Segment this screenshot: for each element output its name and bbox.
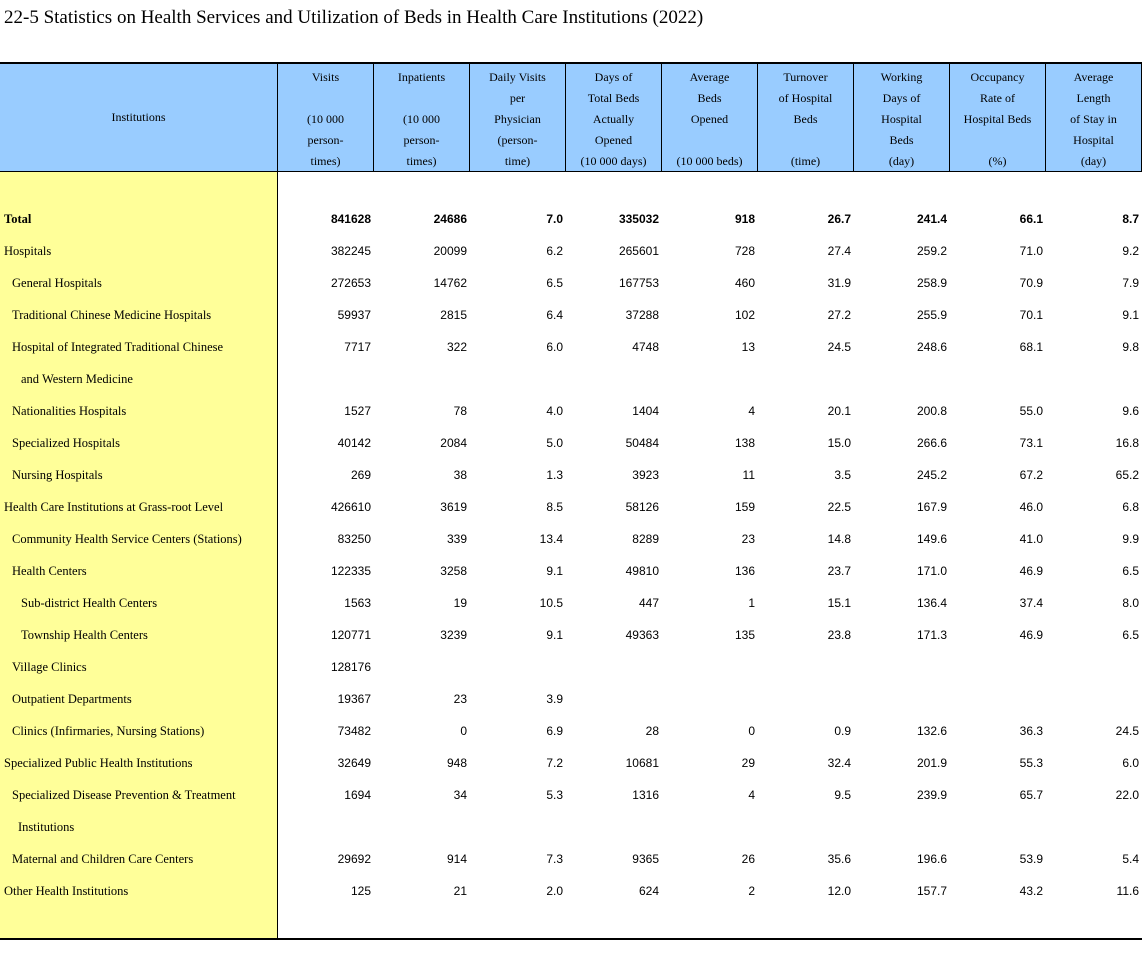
cell-daily-visits-per-physician: 6.4 [546, 308, 563, 322]
cell-days-of-total-beds: 1404 [632, 404, 659, 418]
cell-average-beds-opened: 23 [741, 532, 755, 546]
header-turnover-of-hospital-beds [758, 64, 853, 174]
cell-average-beds-opened: 159 [734, 500, 755, 514]
row-label: Village Clinics [12, 660, 87, 674]
cell-days-of-total-beds: 10681 [625, 756, 659, 770]
row-label: Township Health Centers [21, 628, 148, 642]
header-line: Length [1076, 91, 1111, 105]
cell-average-length-of-stay: 9.6 [1122, 404, 1139, 418]
header-average-beds-opened [662, 64, 757, 174]
row-label: Nursing Hospitals [12, 468, 103, 482]
row-label: Institutions [18, 820, 75, 834]
header-line: times) [310, 154, 341, 168]
cell-daily-visits-per-physician: 6.2 [546, 244, 563, 258]
cell-average-length-of-stay: 65.2 [1115, 468, 1139, 482]
cell-average-beds-opened: 4 [748, 404, 755, 418]
cell-turnover-of-hospital-beds: 32.4 [827, 756, 851, 770]
cell-working-days-of-hospital-beds: 157.7 [916, 884, 947, 898]
header-line: Days of [594, 70, 633, 84]
cell-working-days-of-hospital-beds: 241.4 [916, 212, 947, 226]
cell-average-beds-opened: 11 [742, 468, 755, 482]
header-visits [278, 64, 373, 174]
cell-working-days-of-hospital-beds: 245.2 [916, 468, 947, 482]
cell-turnover-of-hospital-beds: 20.1 [827, 404, 851, 418]
cell-visits: 73482 [337, 724, 371, 738]
cell-turnover-of-hospital-beds: 12.0 [827, 884, 851, 898]
cell-days-of-total-beds: 49363 [625, 628, 659, 642]
cell-turnover-of-hospital-beds: 35.6 [827, 852, 851, 866]
table-row [0, 299, 1142, 331]
row-label: General Hospitals [12, 276, 102, 290]
header-line: Opened [594, 133, 633, 147]
table-row [0, 619, 1142, 651]
cell-days-of-total-beds: 624 [638, 884, 659, 898]
cell-occupancy-rate: 71.0 [1019, 244, 1043, 258]
cell-days-of-total-beds: 167753 [618, 276, 659, 290]
cell-inpatients: 322 [446, 340, 467, 354]
cell-average-beds-opened: 102 [734, 308, 755, 322]
cell-daily-visits-per-physician: 9.1 [546, 564, 563, 578]
cell-turnover-of-hospital-beds: 15.1 [827, 596, 851, 610]
cell-average-length-of-stay: 16.8 [1115, 436, 1139, 450]
header-line: Total Beds [587, 91, 640, 105]
cell-visits: 382245 [330, 244, 371, 258]
cell-average-length-of-stay: 9.9 [1122, 532, 1139, 546]
cell-visits: 841628 [330, 212, 371, 226]
cell-days-of-total-beds: 28 [645, 724, 659, 738]
row-label: Sub-district Health Centers [21, 596, 158, 610]
page-title: 22-5 Statistics on Health Services and Utilization of Beds in Health Care Institutions (2022) [4, 7, 704, 28]
header-line: (10 000 [307, 112, 344, 126]
cell-average-beds-opened: 4 [748, 788, 755, 802]
cell-inpatients: 20099 [433, 244, 467, 258]
table-row [0, 555, 1142, 587]
cell-daily-visits-per-physician: 5.3 [546, 788, 563, 802]
header-days-of-total-beds [566, 64, 661, 174]
header-line: Daily Visits [489, 70, 546, 84]
header-line: Hospital [881, 112, 922, 126]
cell-working-days-of-hospital-beds: 171.0 [916, 564, 947, 578]
table-row [0, 363, 1142, 395]
cell-occupancy-rate: 67.2 [1019, 468, 1043, 482]
cell-visits: 272653 [330, 276, 371, 290]
cell-average-beds-opened: 2 [748, 884, 755, 898]
header-inpatients [374, 64, 469, 174]
cell-occupancy-rate: 46.0 [1019, 500, 1043, 514]
header-line [950, 130, 1045, 151]
header-line: of Stay in [1070, 112, 1117, 126]
cell-days-of-total-beds: 9365 [632, 852, 659, 866]
row-label: Specialized Disease Prevention & Treatment [12, 788, 236, 802]
cell-inpatients: 2084 [440, 436, 467, 450]
cell-working-days-of-hospital-beds: 132.6 [916, 724, 947, 738]
header-line: (time) [790, 154, 821, 168]
cell-average-length-of-stay: 6.0 [1122, 756, 1139, 770]
header-line: Actually [592, 112, 635, 126]
table-row [0, 491, 1142, 523]
cell-occupancy-rate: 36.3 [1019, 724, 1043, 738]
cell-average-length-of-stay: 8.0 [1122, 596, 1139, 610]
header-line: times) [406, 154, 437, 168]
table-row [0, 587, 1142, 619]
table-row [0, 395, 1142, 427]
cell-inpatients: 19 [453, 596, 467, 610]
row-label: Health Care Institutions at Grass-root Level [4, 500, 224, 514]
header-line: Rate of [980, 91, 1015, 105]
cell-working-days-of-hospital-beds: 196.6 [916, 852, 947, 866]
cell-turnover-of-hospital-beds: 31.9 [827, 276, 851, 290]
header-line: person- [403, 133, 440, 147]
header-line: Hospital [1073, 133, 1114, 147]
cell-working-days-of-hospital-beds: 200.8 [916, 404, 947, 418]
cell-visits: 19367 [337, 692, 371, 706]
cell-inpatients: 78 [453, 404, 467, 418]
table-row [0, 459, 1142, 491]
cell-days-of-total-beds: 49810 [625, 564, 659, 578]
table-row [0, 427, 1142, 459]
cell-days-of-total-beds: 447 [638, 596, 659, 610]
cell-occupancy-rate: 55.3 [1019, 756, 1043, 770]
cell-visits: 83250 [337, 532, 371, 546]
row-label: Total [4, 212, 32, 226]
header-line: of Hospital [778, 91, 833, 105]
header-line [278, 88, 373, 109]
header-average-length-of-stay [1046, 64, 1141, 174]
cell-days-of-total-beds: 3923 [632, 468, 659, 482]
cell-inpatients: 24686 [433, 212, 467, 226]
cell-working-days-of-hospital-beds: 259.2 [916, 244, 947, 258]
cell-average-beds-opened: 728 [734, 244, 755, 258]
table-row [0, 843, 1142, 875]
cell-average-beds-opened: 136 [734, 564, 755, 578]
header-line: Turnover [783, 70, 828, 84]
cell-daily-visits-per-physician: 7.0 [546, 212, 563, 226]
cell-daily-visits-per-physician: 10.5 [539, 596, 563, 610]
cell-average-length-of-stay: 22.0 [1115, 788, 1139, 802]
cell-occupancy-rate: 68.1 [1019, 340, 1043, 354]
cell-inpatients: 3619 [440, 500, 467, 514]
header-line: Opened [690, 112, 729, 126]
cell-working-days-of-hospital-beds: 167.9 [916, 500, 947, 514]
table-row [0, 331, 1142, 363]
header-line [374, 88, 469, 109]
cell-average-beds-opened: 1 [748, 596, 755, 610]
cell-average-length-of-stay: 6.5 [1122, 564, 1139, 578]
cell-average-beds-opened: 0 [748, 724, 755, 738]
header-line: (day) [888, 154, 915, 168]
header-working-days-of-hospital-beds [854, 64, 949, 174]
cell-visits: 128176 [330, 660, 371, 674]
header-institutions: Institutions [111, 110, 166, 124]
cell-visits: 59937 [337, 308, 371, 322]
cell-average-length-of-stay: 6.5 [1122, 628, 1139, 642]
header-occupancy-rate [950, 64, 1045, 174]
cell-daily-visits-per-physician: 5.0 [546, 436, 563, 450]
cell-average-beds-opened: 138 [734, 436, 755, 450]
cell-visits: 120771 [330, 628, 371, 642]
cell-days-of-total-beds: 265601 [618, 244, 659, 258]
cell-turnover-of-hospital-beds: 23.8 [827, 628, 851, 642]
cell-inpatients: 339 [446, 532, 467, 546]
row-label: Hospital of Integrated Traditional Chinese [12, 340, 224, 354]
cell-visits: 269 [350, 468, 371, 482]
header-line: (day) [1080, 154, 1107, 168]
cell-average-beds-opened: 26 [741, 852, 755, 866]
table-row [0, 235, 1142, 267]
cell-occupancy-rate: 53.9 [1019, 852, 1043, 866]
cell-average-beds-opened: 13 [741, 340, 755, 354]
cell-working-days-of-hospital-beds: 136.4 [916, 596, 947, 610]
header-line: Occupancy [970, 70, 1025, 84]
cell-days-of-total-beds: 4748 [632, 340, 659, 354]
cell-visits: 1694 [344, 788, 371, 802]
cell-turnover-of-hospital-beds: 23.7 [827, 564, 851, 578]
header-line: Beds [793, 112, 818, 126]
cell-daily-visits-per-physician: 2.0 [546, 884, 563, 898]
cell-average-length-of-stay: 9.1 [1122, 308, 1139, 322]
cell-average-length-of-stay: 24.5 [1115, 724, 1139, 738]
header-line: Working [880, 70, 923, 84]
cell-turnover-of-hospital-beds: 27.2 [827, 308, 851, 322]
cell-working-days-of-hospital-beds: 248.6 [916, 340, 947, 354]
cell-average-beds-opened: 135 [734, 628, 755, 642]
table-row [0, 715, 1142, 747]
cell-average-length-of-stay: 7.9 [1122, 276, 1139, 290]
table-row [0, 779, 1142, 811]
header-line: time) [504, 154, 531, 168]
cell-days-of-total-beds: 58126 [625, 500, 659, 514]
cell-occupancy-rate: 65.7 [1019, 788, 1043, 802]
cell-visits: 122335 [330, 564, 371, 578]
cell-turnover-of-hospital-beds: 24.5 [827, 340, 851, 354]
cell-visits: 29692 [337, 852, 371, 866]
cell-occupancy-rate: 70.9 [1019, 276, 1043, 290]
row-label: Health Centers [12, 564, 87, 578]
row-label: Outpatient Departments [12, 692, 132, 706]
header-daily-visits-per-physician [470, 64, 565, 174]
cell-average-beds-opened: 460 [734, 276, 755, 290]
cell-turnover-of-hospital-beds: 9.5 [834, 788, 851, 802]
header-line: (person- [497, 133, 538, 147]
cell-occupancy-rate: 46.9 [1019, 564, 1043, 578]
header-line: (10 000 [403, 112, 440, 126]
cell-average-beds-opened: 29 [741, 756, 755, 770]
table-row [0, 875, 1142, 907]
cell-occupancy-rate: 43.2 [1019, 884, 1043, 898]
header-line: person- [307, 133, 344, 147]
cell-inpatients: 14762 [433, 276, 467, 290]
cell-daily-visits-per-physician: 8.5 [546, 500, 563, 514]
cell-working-days-of-hospital-beds: 201.9 [916, 756, 947, 770]
table-row [0, 747, 1142, 779]
cell-visits: 125 [350, 884, 371, 898]
cell-days-of-total-beds: 335032 [618, 212, 659, 226]
cell-days-of-total-beds: 8289 [632, 532, 659, 546]
cell-working-days-of-hospital-beds: 149.6 [916, 532, 947, 546]
cell-occupancy-rate: 70.1 [1019, 308, 1043, 322]
cell-daily-visits-per-physician: 7.2 [546, 756, 563, 770]
row-label: Traditional Chinese Medicine Hospitals [12, 308, 212, 322]
cell-visits: 426610 [330, 500, 371, 514]
header-line: per [509, 91, 526, 105]
row-label: Community Health Service Centers (Stations) [12, 532, 242, 546]
cell-days-of-total-beds: 1316 [632, 788, 659, 802]
row-label: and Western Medicine [21, 372, 133, 386]
cell-visits: 32649 [337, 756, 371, 770]
table-row [0, 203, 1142, 235]
cell-inpatients: 2815 [440, 308, 467, 322]
cell-average-length-of-stay: 9.2 [1122, 244, 1139, 258]
cell-turnover-of-hospital-beds: 14.8 [827, 532, 851, 546]
cell-inpatients: 23 [453, 692, 467, 706]
cell-occupancy-rate: 46.9 [1019, 628, 1043, 642]
cell-working-days-of-hospital-beds: 171.3 [916, 628, 947, 642]
cell-turnover-of-hospital-beds: 3.5 [834, 468, 851, 482]
row-label: Maternal and Children Care Centers [12, 852, 194, 866]
header-line: Beds [889, 133, 914, 147]
table-bottom-rule [0, 938, 1142, 940]
cell-daily-visits-per-physician: 6.5 [546, 276, 563, 290]
row-label: Specialized Public Health Institutions [4, 756, 193, 770]
cell-inpatients: 0 [460, 724, 467, 738]
cell-working-days-of-hospital-beds: 239.9 [916, 788, 947, 802]
cell-inpatients: 3258 [440, 564, 467, 578]
cell-average-beds-opened: 918 [734, 212, 755, 226]
cell-daily-visits-per-physician: 3.9 [546, 692, 563, 706]
cell-average-length-of-stay: 8.7 [1122, 212, 1139, 226]
cell-daily-visits-per-physician: 9.1 [546, 628, 563, 642]
row-label: Specialized Hospitals [12, 436, 120, 450]
cell-daily-visits-per-physician: 6.0 [546, 340, 563, 354]
cell-occupancy-rate: 55.0 [1019, 404, 1043, 418]
row-label: Other Health Institutions [4, 884, 129, 898]
cell-visits: 7717 [344, 340, 371, 354]
cell-inpatients: 914 [446, 852, 467, 866]
cell-working-days-of-hospital-beds: 258.9 [916, 276, 947, 290]
header-line: (%) [988, 154, 1007, 168]
cell-days-of-total-beds: 37288 [625, 308, 659, 322]
cell-days-of-total-beds: 50484 [625, 436, 659, 450]
cell-visits: 1527 [344, 404, 371, 418]
header-line [662, 130, 757, 151]
header-line [758, 130, 853, 151]
cell-average-length-of-stay: 5.4 [1122, 852, 1139, 866]
cell-inpatients: 948 [446, 756, 467, 770]
cell-daily-visits-per-physician: 7.3 [546, 852, 563, 866]
cell-working-days-of-hospital-beds: 266.6 [916, 436, 947, 450]
cell-visits: 1563 [344, 596, 371, 610]
cell-inpatients: 34 [453, 788, 467, 802]
table-row [0, 651, 1142, 683]
row-label: Hospitals [4, 244, 52, 258]
header-line: (10 000 beds) [676, 154, 743, 168]
header-line: Hospital Beds [963, 112, 1032, 126]
cell-occupancy-rate: 37.4 [1019, 596, 1043, 610]
header-line: Visits [311, 70, 340, 84]
table-row [0, 811, 1142, 843]
cell-average-length-of-stay: 11.6 [1116, 884, 1139, 898]
cell-turnover-of-hospital-beds: 22.5 [827, 500, 851, 514]
table-row [0, 267, 1142, 299]
cell-turnover-of-hospital-beds: 26.7 [827, 212, 851, 226]
row-label: Nationalities Hospitals [12, 404, 127, 418]
row-label: Clinics (Infirmaries, Nursing Stations) [12, 724, 205, 738]
cell-average-length-of-stay: 6.8 [1122, 500, 1139, 514]
header-line: Physician [494, 112, 541, 126]
cell-visits: 40142 [337, 436, 371, 450]
cell-daily-visits-per-physician: 6.9 [546, 724, 563, 738]
cell-turnover-of-hospital-beds: 15.0 [827, 436, 851, 450]
cell-inpatients: 21 [453, 884, 467, 898]
header-line: Average [1073, 70, 1114, 84]
header-line: Inpatients [397, 70, 446, 84]
header-line: (10 000 days) [580, 154, 647, 168]
cell-average-length-of-stay: 9.8 [1122, 340, 1139, 354]
cell-daily-visits-per-physician: 1.3 [546, 468, 563, 482]
cell-turnover-of-hospital-beds: 0.9 [834, 724, 851, 738]
header-line: Days of [882, 91, 921, 105]
cell-occupancy-rate: 73.1 [1019, 436, 1043, 450]
cell-turnover-of-hospital-beds: 27.4 [827, 244, 851, 258]
header-line: Average [689, 70, 730, 84]
table-row [0, 523, 1142, 555]
cell-occupancy-rate: 41.0 [1019, 532, 1043, 546]
cell-inpatients: 3239 [440, 628, 467, 642]
header-line: Beds [697, 91, 722, 105]
cell-working-days-of-hospital-beds: 255.9 [916, 308, 947, 322]
cell-inpatients: 38 [453, 468, 467, 482]
table-row [0, 683, 1142, 715]
cell-occupancy-rate: 66.1 [1019, 212, 1043, 226]
cell-daily-visits-per-physician: 13.4 [539, 532, 563, 546]
cell-daily-visits-per-physician: 4.0 [546, 404, 563, 418]
